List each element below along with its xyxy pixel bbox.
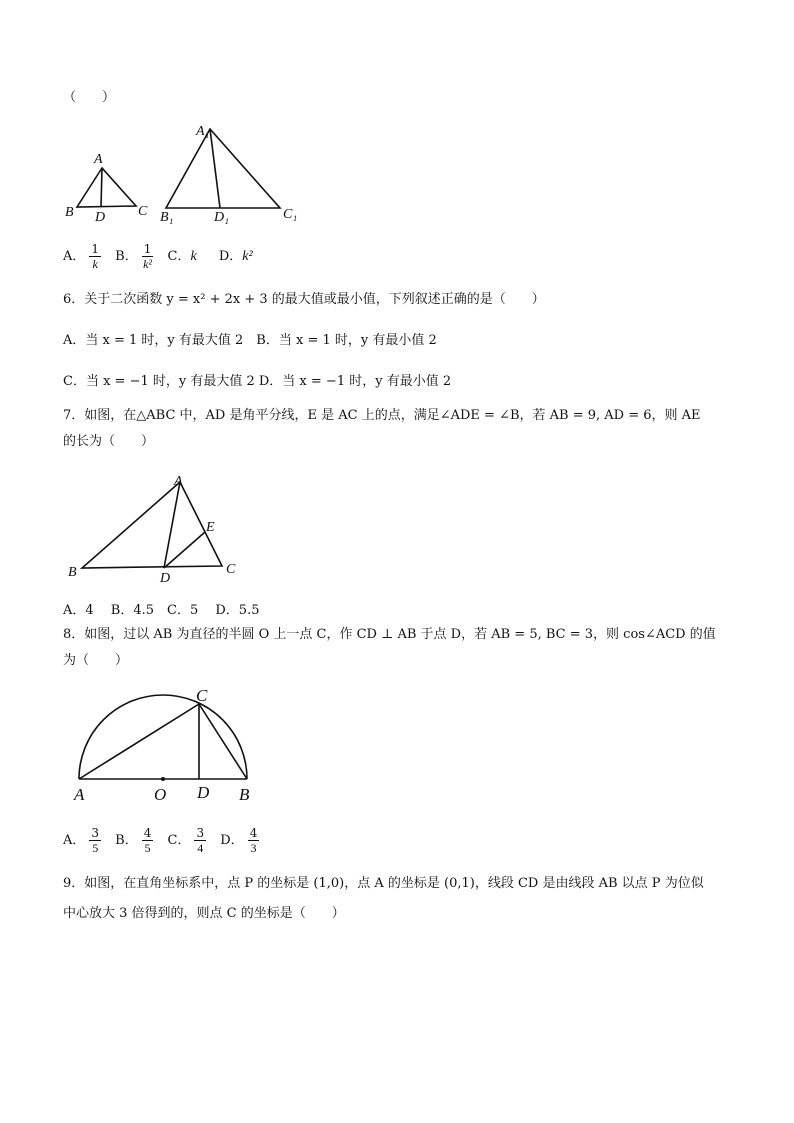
- q9-stem-line1: 9．如图，在直角坐标系中，点 P 的坐标是 (1,0)，点 A 的坐标是 (0,1)，线段 CD 是由线段 AB 以点 P 为位似: [63, 876, 704, 891]
- q5-option-b[interactable]: B． $\frac{1}{\text{k²}}$: [115, 242, 153, 271]
- label-D: D: [197, 783, 210, 802]
- label-B: B: [68, 565, 77, 580]
- q8-option-c[interactable]: C． $\frac{3}{4}$: [167, 826, 205, 855]
- label-C: C: [138, 204, 148, 219]
- q6-stem: 6．关于二次函数 y = x² + 2x + 3 的最大值或最小值，下列叙述正确的是（ ）: [63, 292, 545, 307]
- label-E: E: [206, 520, 215, 535]
- label-D: D: [160, 571, 171, 585]
- q8-stem-line1: 8．如图，过以 AB 为直径的半圆 O 上一点 C，作 CD ⊥ AB 于点 D，若 AB = 5, BC = 3，则 cos∠ACD 的值: [63, 627, 716, 642]
- q8-semicircle-figure: [62, 680, 272, 805]
- q7-options[interactable]: A．4 B．4.5 C．5 D．5.5: [63, 603, 260, 618]
- label-C: C: [226, 562, 236, 577]
- label-B: B: [65, 205, 74, 220]
- label-A: A: [174, 474, 183, 489]
- q8-option-b[interactable]: B． $\frac{4}{5}$: [115, 826, 152, 855]
- q6-options-row2[interactable]: C．当 x = −1 时，y 有最大值 2 D．当 x = −1 时，y 有最小值 2: [63, 374, 452, 389]
- q8-option-a[interactable]: A． $\frac{3}{5}$: [63, 826, 100, 855]
- q5-option-a[interactable]: A． $\frac{1}{k}$: [63, 242, 100, 271]
- label-D1: D₁: [214, 210, 229, 225]
- label-A: A: [94, 152, 103, 167]
- label-B1: B₁: [160, 210, 174, 225]
- q5-options: [63, 242, 257, 272]
- label-A1: A₁: [196, 124, 210, 139]
- q9-stem-line2: 中心放大 3 倍得到的，则点 C 的坐标是（ ）: [63, 906, 345, 921]
- q5-similar-triangles-figure: [62, 120, 312, 230]
- q7-triangle-figure: [62, 470, 252, 585]
- q5-option-d[interactable]: D．k²: [218, 249, 253, 264]
- label-O: O: [154, 785, 167, 804]
- label-B: B: [239, 785, 250, 804]
- q8-stem-line2: 为（ ）: [63, 653, 129, 668]
- label-C1: C₁: [283, 207, 298, 222]
- q8-options: [63, 826, 269, 856]
- label-D: D: [95, 210, 106, 225]
- q7-stem-line2: 的长为（ ）: [63, 434, 155, 449]
- q7-stem-line1: 7．如图，在△ABC 中，AD 是角平分线，E 是 AC 上的点，满足∠ADE = ∠B，若 AB = 9, AD = 6，则 AE: [63, 408, 701, 423]
- q5-option-c[interactable]: C．k: [167, 249, 197, 264]
- q6-options-row1[interactable]: A．当 x = 1 时，y 有最大值 2 B．当 x = 1 时，y 有最小值 2: [63, 333, 437, 348]
- label-A: A: [74, 785, 85, 804]
- q5-answer-bracket: （ ）: [63, 90, 116, 105]
- q8-option-d[interactable]: D． $\frac{4}{3}$: [220, 826, 258, 855]
- label-C: C: [196, 686, 208, 705]
